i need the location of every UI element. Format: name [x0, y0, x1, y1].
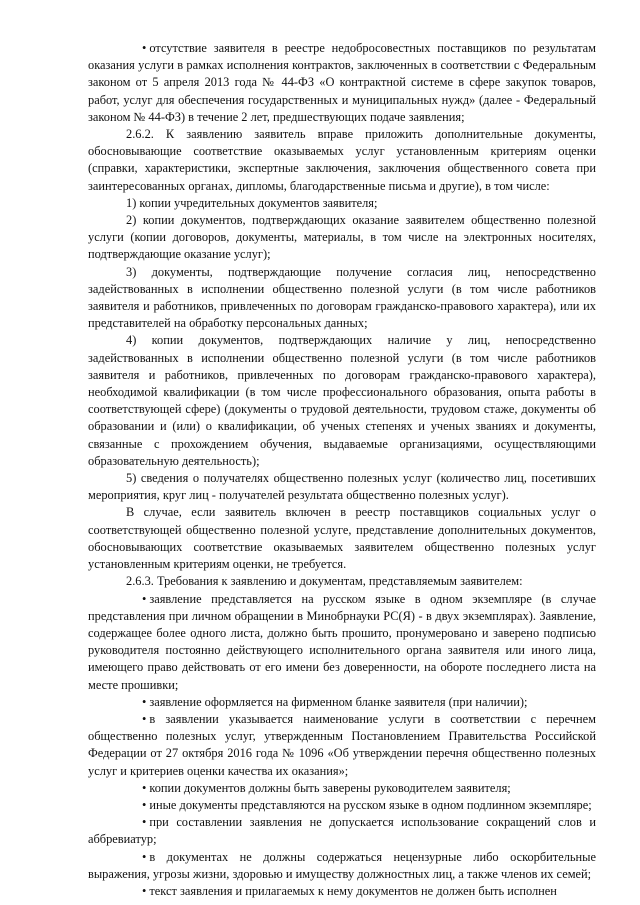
paragraph-text: отсутствие заявителя в реестре недобросовестных поставщиков по результатам оказания услуги в рамках исполнения контрактов, заключенных в соответствии с Федеральным законом от 5 апреля 2013 года № 44-ФЗ «О контрактной системе в сфере закупок товаров, работ, услуг для обеспечения государственных и муниципальных нужд» (далее - Федеральный законом № 44-ФЗ) в течение 2 лет, предшествующих подаче заявления;: [88, 41, 596, 124]
paragraph-text: при составлении заявления не допускается использование сокращений слов и аббревиатур;: [88, 815, 596, 847]
paragraph: [88, 849, 596, 883]
paragraph-text: в заявлении указывается наименование услуги в соответствии с перечнем общественно полезных услуг, утвержденным Постановлением Правительства Российской Федерации от 27 октября 2016 года № 1096 «Об утверждении перечня общественно полезных услуг и критериев оценки качества их оказания»;: [88, 711, 596, 778]
paragraph: 3) документы, подтверждающие получение согласия лиц, непосредственно задействованных в исполнении общественно полезной услуги (в том числе работников заявителя и работников, привлеченных по договорам гражданско-правового характера), или их представителей на обработку персональных данных;: [88, 264, 596, 331]
bullet-icon: •: [142, 591, 147, 606]
paragraph: [88, 694, 596, 711]
bullet-icon: •: [142, 883, 147, 898]
paragraph: [88, 814, 596, 848]
paragraph: [88, 711, 596, 780]
bullet-icon: •: [142, 41, 147, 55]
document-body: [88, 40, 596, 900]
paragraph: [88, 780, 596, 797]
paragraph-text: в документах не должны содержаться нецензурные либо оскорбительные выражения, угрозы жизни, здоровью и имуществу должностных лиц, а также членов их семей;: [88, 849, 596, 881]
paragraph-text: заявление представляется на русском языке в одном экземпляре (в случае представления при личном обращении в Минобрнауки РС(Я) - в двух экземплярах). Заявление, содержащее более одного листа, должно быть прошито, пронумеровано и заверено подписью руководителя постоянно действующего исполнительного органа заявителя или иного лица, имеющего право действовать от его имени без доверенности, на обороте последнего листа на месте прошивки;: [88, 591, 596, 692]
bullet-icon: •: [142, 711, 147, 726]
paragraph: 2) копии документов, подтверждающих оказание заявителем общественно полезной услуги (копии договоров, документы, материалы, в том числе на электронных носителях, подтверждающие оказание услуг);: [88, 213, 596, 262]
paragraph-text: текст заявления и прилагаемых к нему документов не должен быть исполнен: [149, 883, 557, 898]
paragraph: [88, 797, 596, 814]
paragraph-text: заявление оформляется на фирменном бланке заявителя (при наличии);: [149, 694, 528, 709]
bullet-icon: •: [142, 797, 147, 812]
bullet-icon: •: [142, 849, 147, 864]
bullet-icon: •: [142, 780, 147, 795]
paragraph-text: иные документы представляются на русском языке в одном подлинном экземпляре;: [149, 797, 592, 812]
paragraph: 1) копии учредительных документов заявителя;: [126, 195, 378, 210]
paragraph: [88, 40, 596, 126]
paragraph: [88, 591, 596, 694]
paragraph: 2.6.2. К заявлению заявитель вправе приложить дополнительные документы, обосновывающие соответствие оказываемых услуг установленным критериям оценки (справки, характеристики, экспертные заключения, заключения общественного совета при заинтересованных органах, дипломы, благодарственные письма и другие), в том числе:: [88, 127, 596, 193]
bullet-icon: •: [142, 815, 147, 830]
paragraph: 4) копии документов, подтверждающих наличие у лиц, непосредственно задействованных в исполнении общественно полезной услуги (в том числе работников заявителя и работников, привлеченных по договорам гражданско-правового характера), необходимой квалификации (в том числе профессионального образования, опыта работы в соответствующей сфере) (документы о трудовой деятельности, трудовом стаже, документы об образовании и (или) о квалификации, об ученых степенях и ученых званиях и документы, связанные с прохождением обучения, выдаваемые организациями, осуществляющими образовательную деятельность);: [88, 333, 596, 468]
paragraph: [88, 883, 596, 900]
paragraph-text: копии документов должны быть заверены руководителем заявителя;: [149, 780, 511, 795]
paragraph: В случае, если заявитель включен в реестр поставщиков социальных услуг о соответствующей общественно полезной услуге, представление дополнительных документов, обосновывающих соответствие оказываемых заявителем общественно полезных услуг установленным критериям оценки, не требуется.: [88, 505, 596, 572]
paragraph: 2.6.3. Требования к заявлению и документам, представляемым заявителем:: [126, 574, 523, 589]
paragraph: 5) сведения о получателях общественно полезных услуг (количество лиц, посетивших мероприятия, круг лиц - получателей результата общественно полезных услуг).: [88, 471, 596, 503]
bullet-icon: •: [142, 694, 147, 709]
